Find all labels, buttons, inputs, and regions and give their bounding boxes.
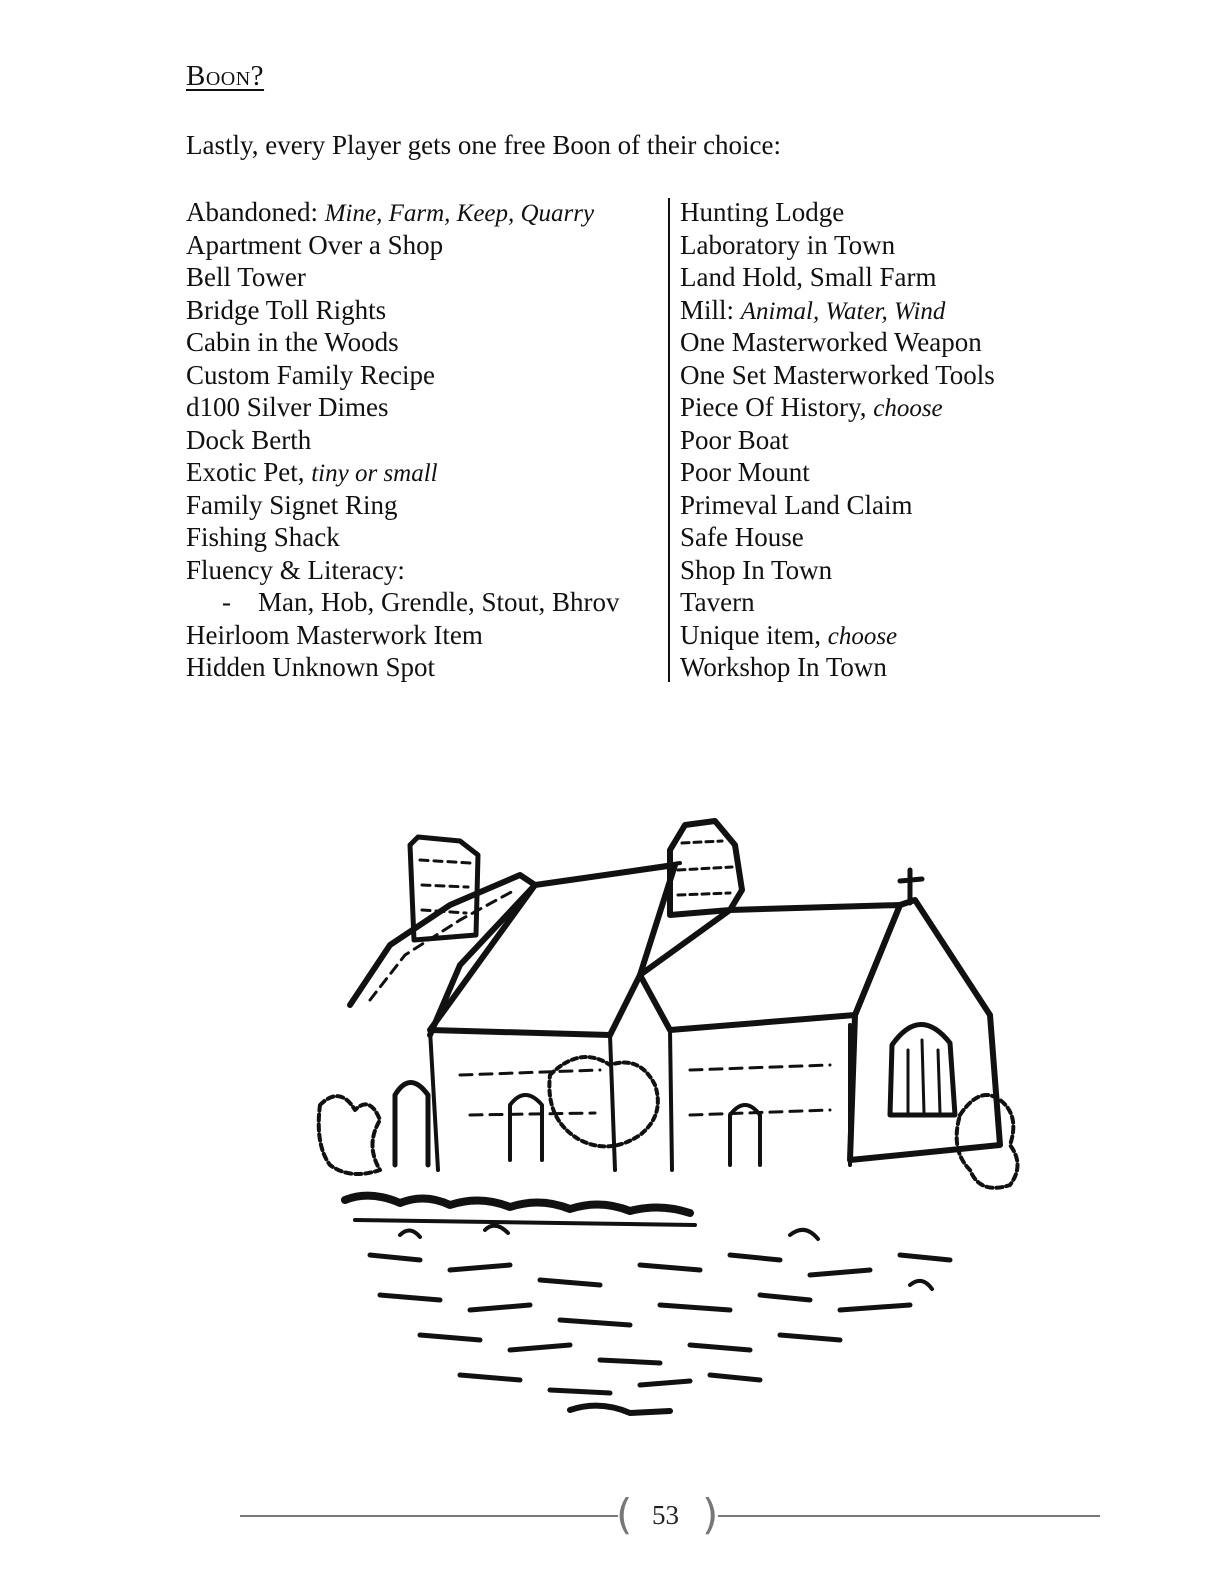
boon-item: Primeval Land Claim: [680, 489, 913, 520]
boon-item: Land Hold, Small Farm: [680, 262, 937, 292]
boon-item: Abandoned: Mine, Farm, Keep, Quarry: [186, 197, 595, 227]
section-heading: Boon?: [186, 60, 265, 92]
boon-list-left-column: [186, 196, 666, 684]
boon-item: Hidden Unknown Spot: [186, 652, 435, 682]
page-footer: [0, 1490, 1224, 1544]
boon-item: Shop In Town: [680, 554, 833, 585]
footer-rule-right: [718, 1515, 1100, 1517]
list-bullet: -: [222, 587, 231, 617]
boon-item: Workshop In Town: [680, 652, 887, 682]
boon-item: Unique item, choose: [680, 619, 898, 650]
boon-item: Poor Mount: [680, 457, 810, 487]
left-brace-icon: (: [616, 1490, 633, 1539]
boon-item: Laboratory in Town: [680, 229, 896, 260]
boon-item: One Masterworked Weapon: [680, 327, 982, 357]
boon-item: Fluency & Literacy:: [186, 554, 405, 585]
footer-rule-left: [240, 1515, 618, 1517]
boon-item: Dock Berth: [186, 424, 312, 455]
boon-sub-item: - Man, Hob, Grendle, Stout, Bhrov: [222, 587, 620, 617]
boon-item: Heirloom Masterwork Item: [186, 619, 483, 650]
boon-item: Tavern: [680, 587, 755, 617]
boon-item: Safe House: [680, 522, 804, 552]
boon-item: Piece Of History, choose: [680, 392, 943, 422]
boon-item: Fishing Shack: [186, 522, 340, 552]
boon-item: Cabin in the Woods: [186, 327, 399, 357]
column-divider: [668, 198, 670, 682]
boon-item: Bell Tower: [186, 262, 306, 292]
boon-item: d100 Silver Dimes: [186, 392, 389, 422]
boon-item: Bridge Toll Rights: [186, 294, 387, 325]
boon-item: Family Signet Ring: [186, 489, 398, 520]
boon-item: Hunting Lodge: [680, 197, 845, 227]
page-number: 53: [652, 1500, 679, 1530]
right-brace-icon: ): [702, 1490, 719, 1539]
boon-item: Exotic Pet, tiny or small: [186, 457, 438, 487]
boon-item: Mill: Animal, Water, Wind: [680, 294, 946, 325]
intro-text: Lastly, every Player gets one free Boon of their choice:: [186, 130, 782, 160]
boon-item: Apartment Over a Shop: [186, 229, 444, 260]
church-illustration: [310, 815, 1030, 1425]
boon-item: One Set Masterworked Tools: [680, 359, 995, 390]
boon-item: Poor Boat: [680, 424, 789, 455]
boon-item: Custom Family Recipe: [186, 359, 435, 390]
boon-list-right-column: [680, 196, 1060, 684]
